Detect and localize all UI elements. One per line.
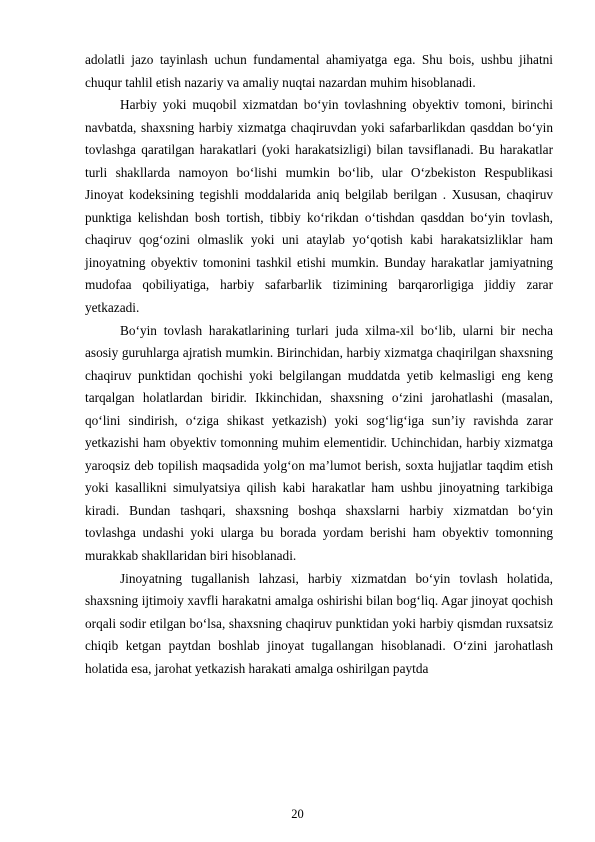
paragraph-evasion-types: Bo‘yin tovlash harakatlarining turlari juda xilma-xil bo‘lib, ularni bir necha asosiy guruhlarga ajratish mumkin. Birinchidan, harbiy xizmatga chaqirilgan shaxsning chaqiruv punktidan qochishi yoki belgilangan muddatda yetib kelmasligi eng keng tarqalgan holatlardan biridir. Ikkinchidan, shaxsning o‘zini jarohatlashi (masalan, qo‘lini sindirish, o‘ziga shikast yetkazish) yoki sog‘lig‘iga sun’iy ravishda zarar yetkazishi ham obyektiv tomonning muhim elementidir. Uchinchidan, harbiy xizmatga yaroqsiz deb topilish maqsadida yolg‘on ma’lumot berish, soxta hujjatlar taqdim etish yoki kasallikni simulyatsiya qilish kabi harakatlar ham ushbu jinoyatning tarkibiga kiradi. Bundan tashqari, shaxsning boshqa shaxslarni harbiy xizmatdan bo‘yin tovlashga undashi yoki ularga bu borada yordam berishi ham obyektiv tomonning murakkab shakllaridan biri hisoblanadi. [85, 322, 553, 564]
document-body [85, 49, 553, 680]
paragraph-continuation: adolatli jazo tayinlash uchun fundamental ahamiyatga ega. Shu bois, ushbu jihatni chuqur tahlil etish nazariy va amaliy nuqtai nazardan muhim hisoblanadi. [85, 52, 553, 90]
paragraph-completion-moment: Jinoyatning tugallanish lahzasi, harbiy xizmatdan bo‘yin tovlash holatida, shaxsning ijtimoiy xavfli harakatni amalga oshirishi bilan bog‘liq. Agar jinoyat qochish orqali sodir etilgan bo‘lsa, shaxsning chaqiruv punktidan yoki harbiy qismdan ruxsatsiz chiqib ketgan paytdan boshlab jinoyat tugallangan hisoblanadi. O‘zini jarohatlash holatida esa, jarohat yetkazish harakati amalga oshirilgan paytda [85, 570, 553, 676]
page-number: 20 [291, 807, 304, 821]
paragraph-objective-side: Harbiy yoki muqobil xizmatdan bo‘yin tovlashning obyektiv tomoni, birinchi navbatda, shaxsning harbiy xizmatga chaqiruvdan yoki safarbarlikdan qasddan bo‘yin tovlashga qaratilgan harakatlari (yoki harakatsizligi) bilan tavsiflanadi. Bu harakatlar turli shakllarda namoyon bo‘lishi mumkin bo‘lib, ular O‘zbekiston Respublikasi Jinoyat kodeksining tegishli moddalarida aniq belgilab berilgan . Xususan, chaqiruv punktiga kelishdan bosh tortish, tibbiy ko‘rikdan o‘tishdan qasddan bo‘yin tovlash, chaqiruv qog‘ozini olmaslik yoki uni ataylab yo‘qotish kabi harakatsizliklar ham jinoyatning obyektiv tomonini tashkil etishi mumkin. Bunday harakatlar jamiyatning mudofaa qobiliyatiga, harbiy safarbarlik tizimining barqarorligiga jiddiy zarar yetkazadi. [85, 97, 553, 316]
